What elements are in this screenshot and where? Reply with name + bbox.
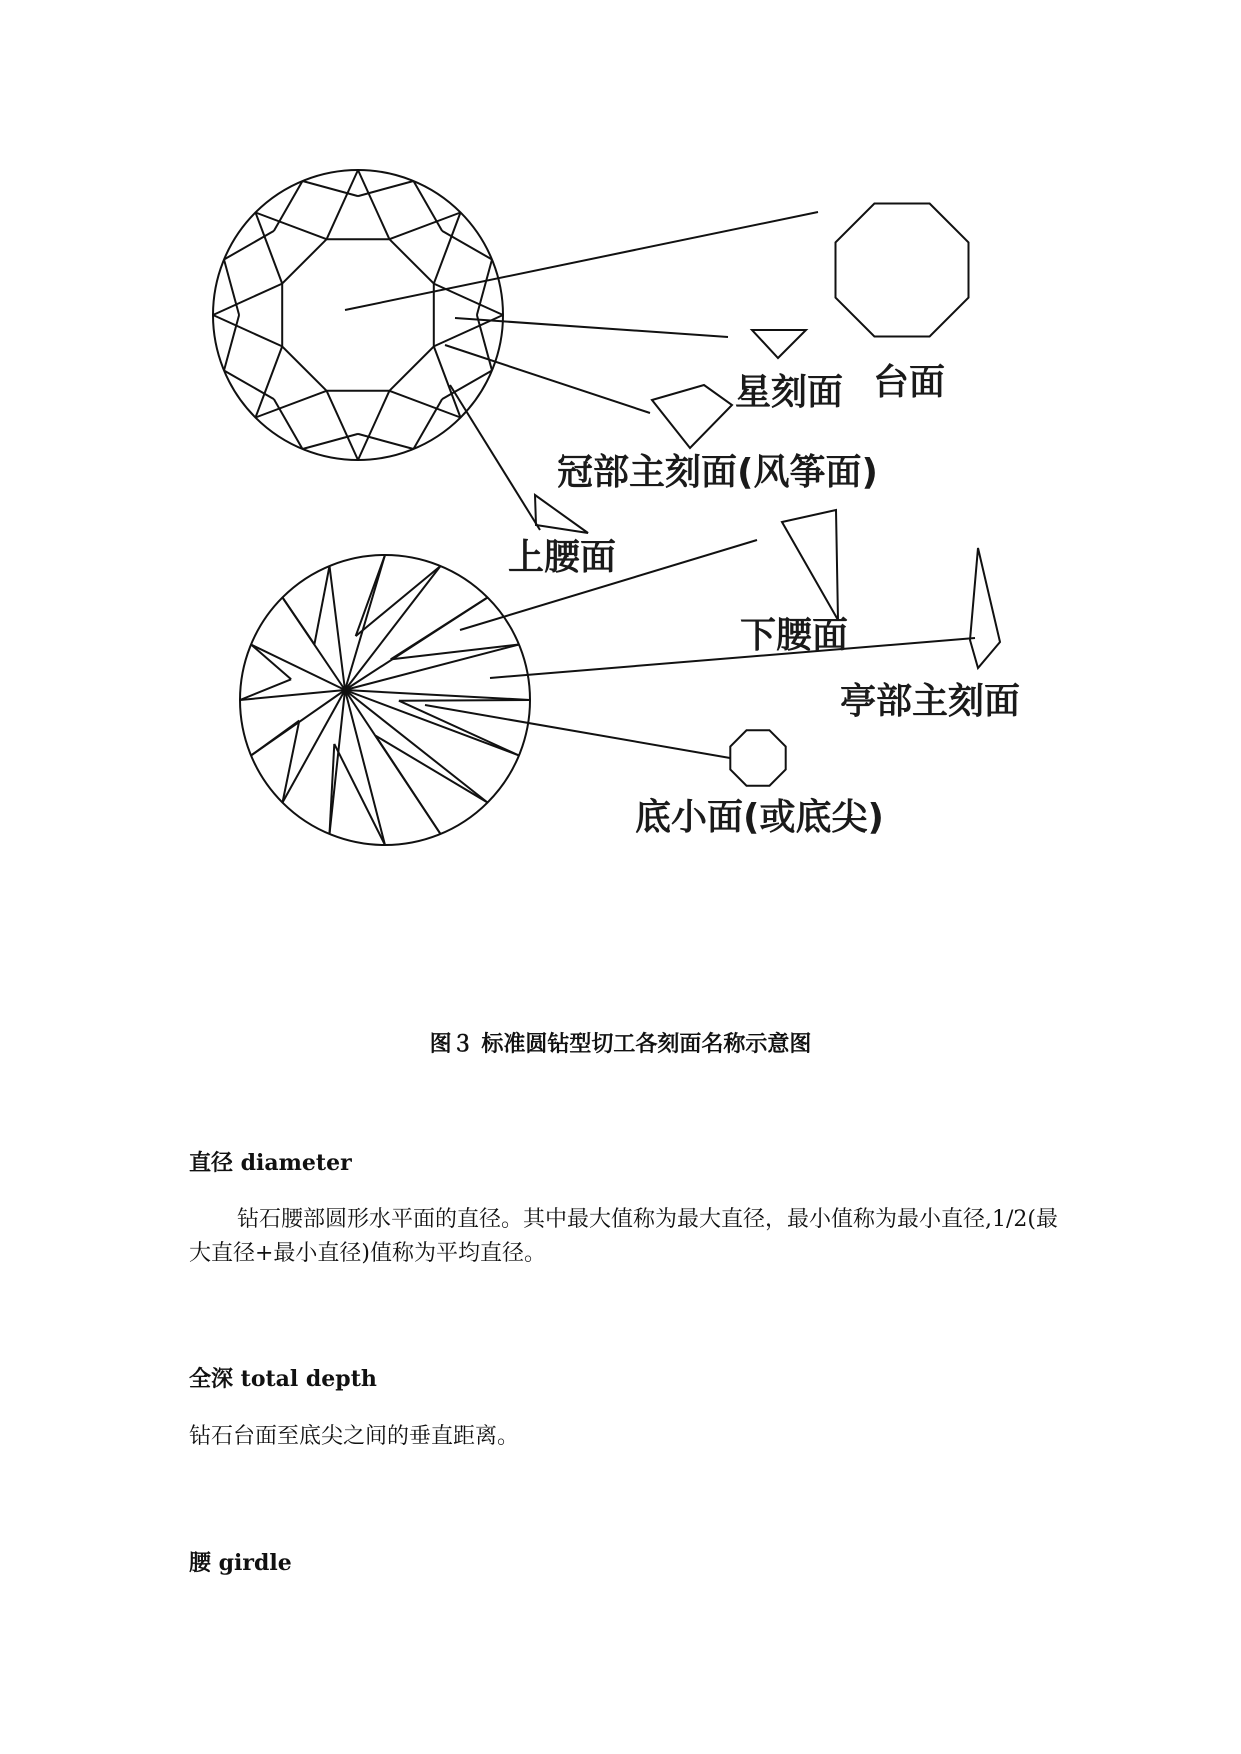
leader-upper-girdle <box>450 385 540 530</box>
kite-facet-shape <box>652 385 732 448</box>
definition-diameter: 钻石腰部圆形水平面的直径。其中最大值称为最大直径，最小值称为最小直径,1/2(最大直径+最小直径)值称为平均直径。 <box>189 1207 1058 1266</box>
pavilion-girdle-edge <box>314 566 329 644</box>
leader-star <box>455 318 728 337</box>
pavilion-girdle-edge <box>251 721 299 756</box>
term-diameter: 直径 diameter <box>189 1150 352 1176</box>
pavilion-girdle-edge <box>399 700 530 701</box>
crown-table-outline <box>282 239 434 391</box>
table-facet-shape <box>836 204 969 337</box>
pavilion-girdle-edge <box>334 744 385 845</box>
pavilion-facet-edge <box>345 555 385 690</box>
term-girdle: 腰 girdle <box>189 1550 292 1576</box>
pavilion-facet-edge <box>240 690 345 700</box>
star-facet-shape <box>752 330 806 358</box>
pavilion-girdle-edge <box>376 736 488 803</box>
pavilion-facet-edge <box>345 645 519 691</box>
label-table: 台面 <box>873 362 946 403</box>
crown-facet-edge <box>358 170 389 239</box>
upper-girdle-facet-shape <box>535 495 588 533</box>
label-pavilion-main: 亭部主刻面 <box>840 681 1021 722</box>
leader-table <box>345 212 818 310</box>
crown-facet-lines <box>213 170 503 460</box>
crown-facet-edge <box>358 391 389 460</box>
pavilion-facet-edge <box>251 645 345 691</box>
leader-culet <box>425 705 730 758</box>
leader-pavilion-main <box>490 638 975 678</box>
crown-facet-edge <box>213 315 282 346</box>
crown-facet-edge <box>434 284 503 315</box>
crown-facet-edge <box>327 170 358 239</box>
pavilion-facet-edge <box>345 690 385 845</box>
label-star: 星刻面 <box>735 372 844 413</box>
lower-girdle-facet-shape <box>782 510 838 620</box>
pavilion-facet-edge <box>345 690 488 803</box>
pavilion-girdle-edge <box>376 736 441 834</box>
label-lower-girdle: 下腰面 <box>740 615 849 656</box>
pavilion-facet-edge <box>345 690 530 700</box>
label-crown-main: 冠部主刻面(风筝面) <box>557 452 878 493</box>
definition-total-depth: 钻石台面至底尖之间的垂直距离。 <box>189 1424 520 1449</box>
label-culet: 底小面(或底尖) <box>635 797 884 838</box>
term-total-depth: 全深 total depth <box>189 1366 377 1392</box>
label-upper-girdle: 上腰面 <box>508 537 617 578</box>
culet-facet-shape <box>730 730 785 785</box>
pavilion-girdle-edge <box>283 598 315 645</box>
crown-facet-edge <box>213 284 282 315</box>
pavilion-main-facet-shape <box>970 548 1000 668</box>
figure-caption: 图３ 标准圆钻型切工各刻面名称示意图 <box>429 1031 812 1057</box>
crown-facet-edge <box>327 391 358 460</box>
pavilion-facet-lines <box>240 555 530 845</box>
